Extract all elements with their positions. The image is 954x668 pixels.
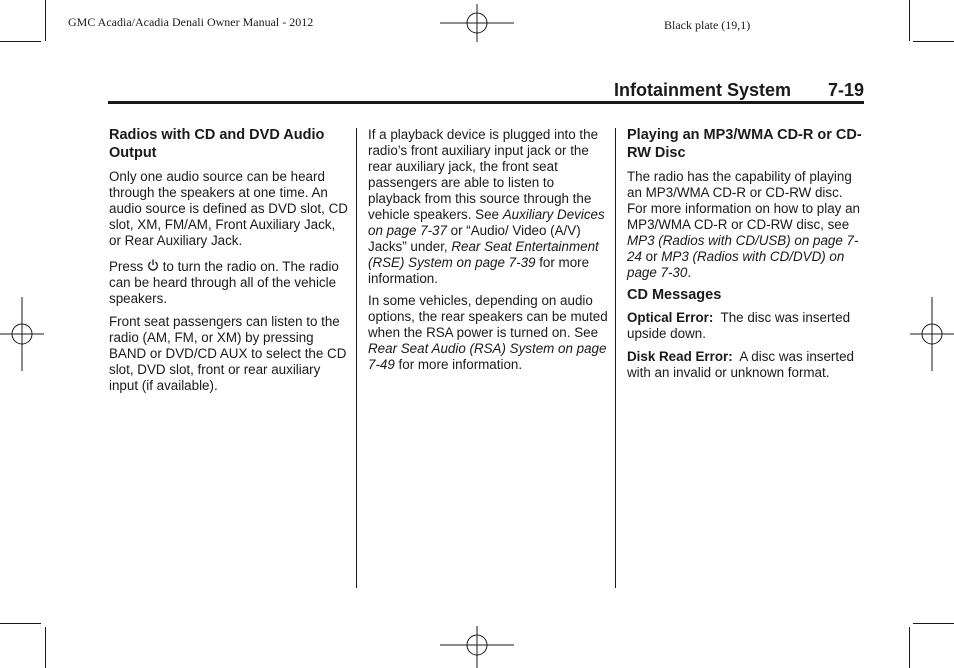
error-label: Optical Error: bbox=[627, 310, 714, 325]
crop-mark-bl-h bbox=[0, 623, 41, 624]
text: or “Audio/ Video (A/V) Jacks” under, bbox=[368, 223, 581, 254]
cross-reference-link[interactable]: Auxiliary Devices on page 7-37 bbox=[368, 207, 605, 238]
cross-reference-link[interactable]: MP3 (Radios with CD/DVD) on page 7-30 bbox=[627, 249, 845, 280]
paragraph bbox=[109, 259, 349, 307]
heading-cd-messages: CD Messages bbox=[627, 287, 722, 303]
error-message-disk-read bbox=[627, 349, 865, 381]
paragraph bbox=[368, 127, 608, 287]
paragraph: Only one audio source can be heard through the speakers at one time. An audio source is defined as DVD slot, CD slot, XM, FM/AM, Front Auxiliary Jack, or Rear Auxiliary Jack. bbox=[109, 169, 348, 248]
error-label: Disk Read Error: bbox=[627, 349, 733, 364]
heading-radios-cd-dvd: Radios with CD and DVD Audio Output bbox=[109, 127, 325, 161]
header-rule bbox=[108, 101, 864, 104]
column-divider bbox=[615, 128, 616, 588]
plate-label: Black plate (19,1) bbox=[664, 18, 751, 32]
crop-mark-tr-h bbox=[913, 41, 954, 42]
paragraph: Front seat passengers can listen to the radio (AM, FM, or XM) by pressing BAND or DVD/CD AUX to select the CD slot, DVD slot, front or rear auxiliary input (if available). bbox=[109, 314, 347, 393]
text: In some vehicles, depending on audio options, the rear speakers can be muted when the RSA power is turned on. See bbox=[368, 293, 608, 340]
column-divider bbox=[356, 128, 357, 588]
text: If a playback device is plugged into the radio’s front auxiliary input jack or the rear auxiliary jack, the front seat passengers are able to listen to playback from this source through the vehicle speakers. See bbox=[368, 127, 599, 222]
page-number: 7-19 bbox=[827, 80, 864, 100]
column-3 bbox=[627, 127, 865, 387]
power-icon bbox=[147, 259, 159, 272]
crop-mark-tl-v bbox=[45, 0, 46, 41]
text: or bbox=[641, 249, 662, 264]
registration-mark-icon bbox=[440, 4, 514, 42]
crop-mark-tl-h bbox=[0, 41, 41, 42]
heading-mp3-wma: Playing an MP3/WMA CD-R or CD-RW Disc bbox=[627, 127, 862, 161]
crop-mark-br-h bbox=[913, 623, 954, 624]
text: Press bbox=[109, 259, 144, 274]
crop-mark-tr-v bbox=[909, 0, 910, 41]
section-title: Infotainment System bbox=[614, 80, 792, 100]
crop-mark-br-v bbox=[909, 627, 910, 668]
text: for more information. bbox=[394, 357, 523, 372]
error-message-optical bbox=[627, 310, 865, 342]
column-2 bbox=[368, 127, 608, 379]
text: for more information. bbox=[368, 255, 590, 286]
registration-mark-icon bbox=[440, 626, 514, 668]
cross-reference-link[interactable]: Rear Seat Entertainment (RSE) System on page 7-39 bbox=[368, 239, 599, 270]
text: . bbox=[687, 265, 692, 280]
cross-reference-link[interactable]: MP3 (Radios with CD/USB) on page 7-24 bbox=[627, 233, 859, 264]
text: The radio has the capability of playing an MP3/WMA CD-R or CD-RW disc. For more information on how to play an MP3/WMA CD-R or CD-RW disc, see bbox=[627, 169, 860, 232]
error-text: The disc was inserted upside down. bbox=[627, 310, 854, 341]
registration-mark-icon bbox=[0, 297, 44, 371]
cross-reference-link[interactable]: Rear Seat Audio (RSA) System on page 7-49 bbox=[368, 341, 607, 372]
column-1 bbox=[109, 127, 349, 400]
paragraph bbox=[627, 169, 865, 281]
crop-mark-bl-v bbox=[45, 627, 46, 668]
manual-title: GMC Acadia/Acadia Denali Owner Manual - 2012 bbox=[68, 15, 314, 29]
paragraph bbox=[368, 293, 608, 373]
error-text: A disc was inserted with an invalid or unknown format. bbox=[627, 349, 858, 380]
registration-mark-icon bbox=[910, 297, 954, 371]
text: to turn the radio on. The radio can be heard through all of the vehicle speakers. bbox=[109, 259, 339, 306]
